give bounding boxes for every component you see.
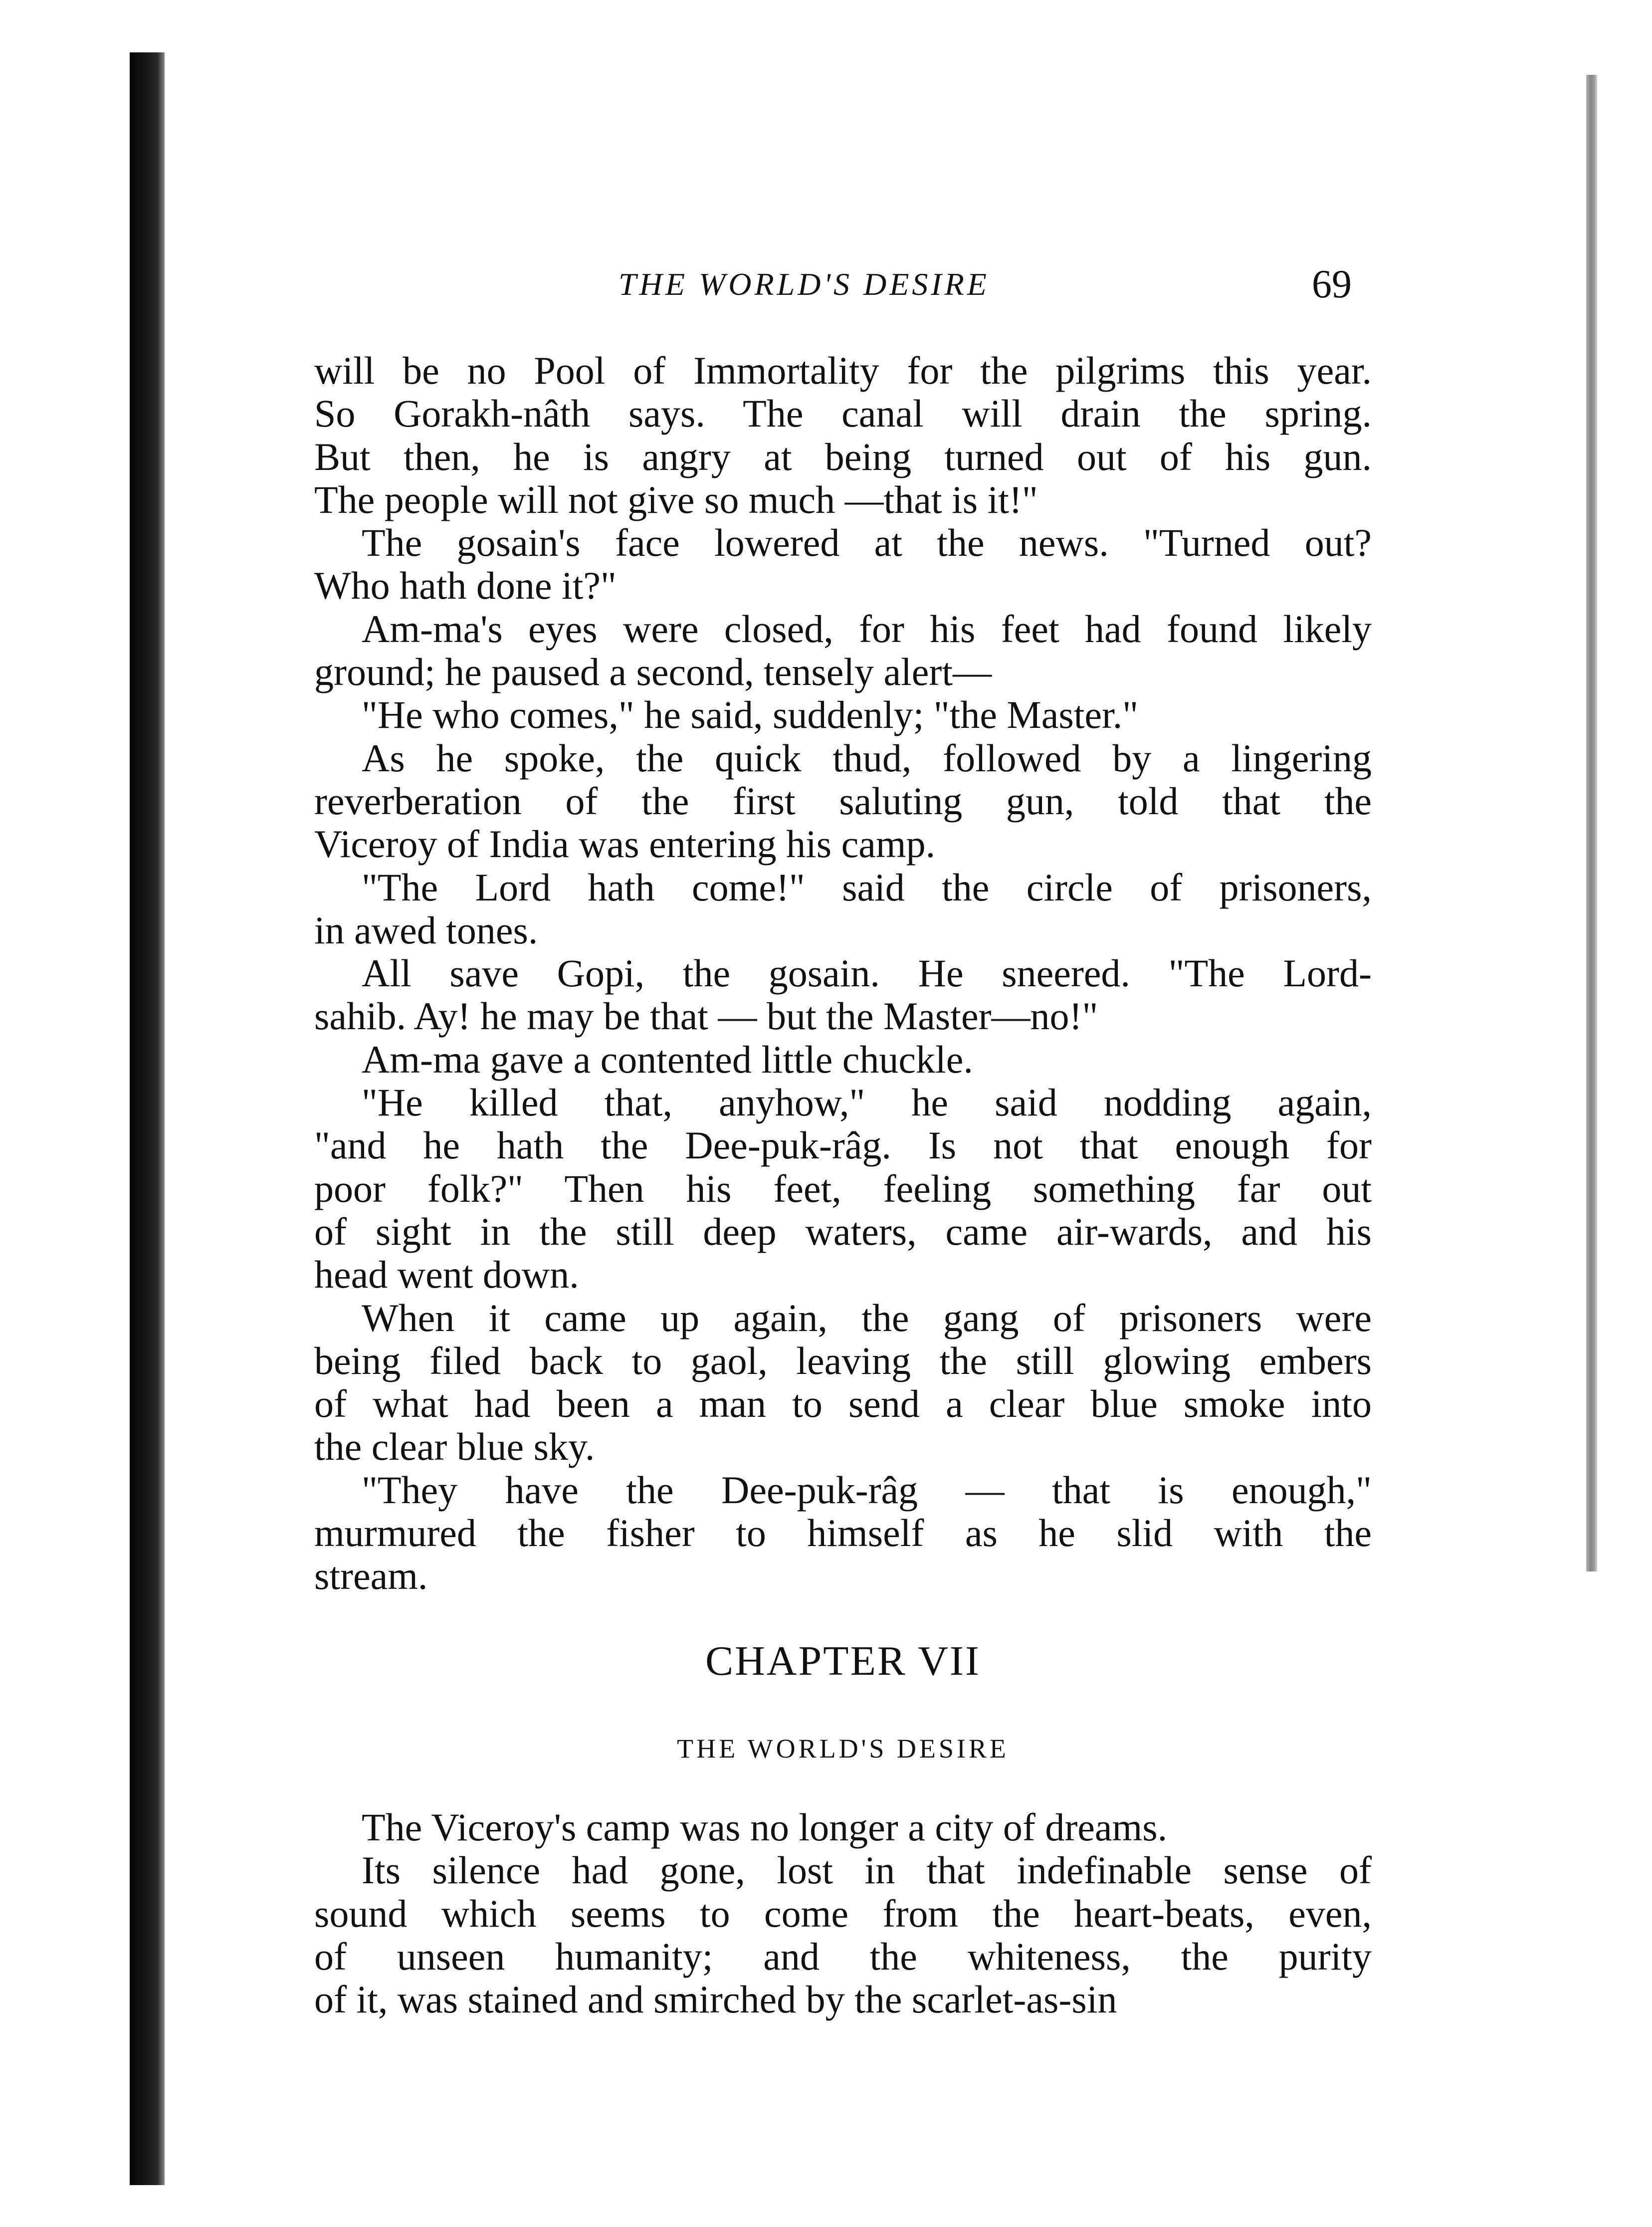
paragraph [314,1297,1372,1469]
text-line: The people will not give so much —that is it!" [314,477,1038,521]
text-line: Its silence had gone, lost in that indefinable sense of [362,1848,1372,1892]
text-line: murmured the fisher to himself as he slid with the [314,1511,1372,1555]
text-line: The gosain's face lowered at the news. "Turned out? [362,521,1372,565]
text-line: sound which seems to come from the heart-beats, even, [314,1891,1372,1935]
paragraph [314,1469,1372,1598]
text-line: As he spoke, the quick thud, followed by a lingering [362,736,1372,780]
paragraph [314,952,1372,1038]
paragraph [314,737,1372,866]
text-line: "and he hath the Dee-puk-râg. Is not that enough for [314,1123,1372,1167]
paragraph [314,1081,1372,1296]
text-line: Viceroy of India was entering his camp. [314,822,936,866]
text-line: the clear blue sky. [314,1425,595,1469]
text-line: "The Lord hath come!" said the circle of prisoners, [362,865,1372,909]
text-line: reverberation of the first saluting gun, told that the [314,779,1372,823]
text-line: being filed back to gaol, leaving the still glowing embers [314,1338,1372,1382]
paragraph [314,1849,1372,2021]
chapter-title: CHAPTER VII [705,1638,981,1684]
text-line: Am-ma gave a contented little chuckle. [362,1037,973,1081]
paragraph [314,693,1372,736]
paragraph [314,521,1372,608]
page-header [0,262,1652,307]
body-text-top [314,349,1372,1598]
text-line: will be no Pool of Immortality for the pilgrims this year. [314,349,1372,392]
page-number: 69 [1312,262,1352,306]
text-line: All save Gopi, the gosain. He sneered. "The Lord- [362,951,1372,995]
binding-shadow-left [130,52,165,2185]
text-line: sahib. Ay! he may be that — but the Master—no!" [314,994,1098,1038]
text-line: But then, he is angry at being turned out of his gun. [314,435,1372,478]
text-line: in awed tones. [314,908,538,952]
chapter-subtitle: THE WORLD'S DESIRE [677,1734,1009,1764]
body-text-bottom [314,1806,1372,2021]
text-line: Am-ma's eyes were closed, for his feet had found likely [362,607,1372,651]
text-line: of it, was stained and smirched by the scarlet-as-sin [314,1978,1117,2021]
text-line: "He who comes," he said, suddenly; "the Master." [362,693,1139,737]
running-title: THE WORLD'S DESIRE [619,266,990,302]
paragraph [314,608,1372,694]
text-line: "They have the Dee-puk-râg — that is enough," [362,1468,1372,1512]
text-line: of unseen humanity; and the whiteness, the purity [314,1934,1372,1978]
text-line: of what had been a man to send a clear blue smoke into [314,1382,1372,1426]
text-line: "He killed that, anyhow," he said nodding again, [362,1081,1372,1124]
text-line: head went down. [314,1253,579,1297]
paragraph [314,1806,1372,1849]
text-line: The Viceroy's camp was no longer a city of dreams. [362,1805,1168,1849]
text-line: Who hath done it?" [314,564,617,608]
text-line: stream. [314,1554,428,1598]
text-line: So Gorakh-nâth says. The canal will drain the spring. [314,392,1372,436]
text-line: ground; he paused a second, tensely alert— [314,650,992,694]
text-line: poor folk?" Then his feet, feeling something far out [314,1166,1372,1210]
text-line: When it came up again, the gang of prisoners were [362,1296,1372,1339]
paragraph [314,866,1372,952]
paragraph [314,349,1372,521]
paragraph [314,1038,1372,1081]
text-line: of sight in the still deep waters, came air-wards, and his [314,1209,1372,1253]
